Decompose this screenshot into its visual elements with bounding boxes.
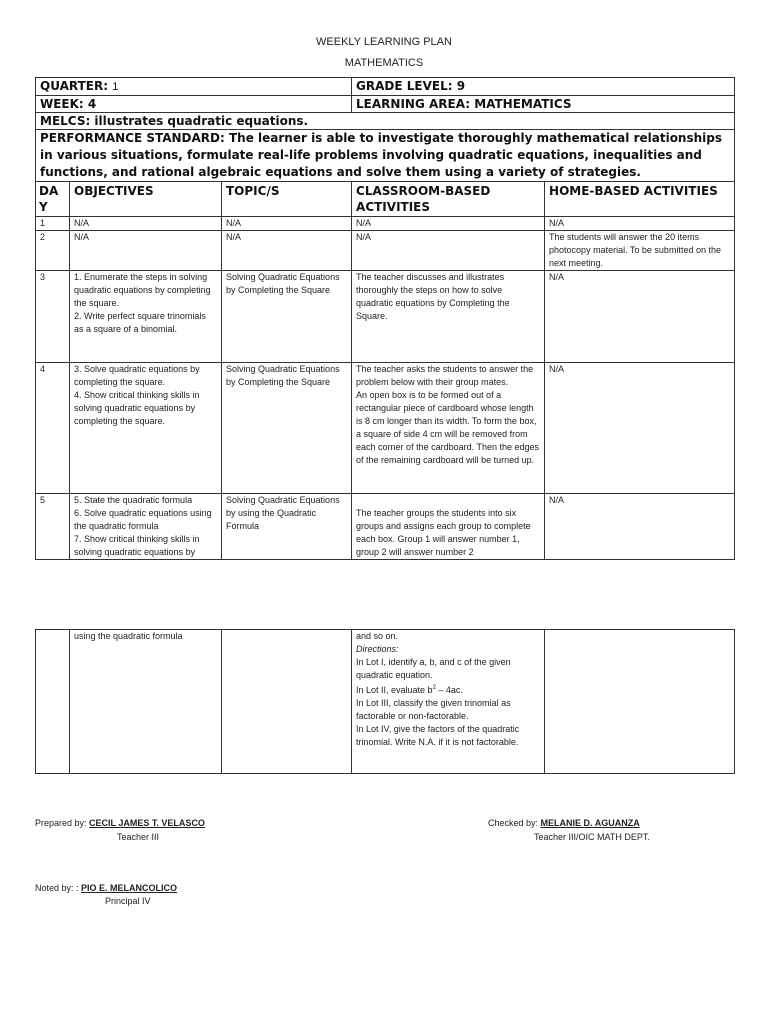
topics-cell bbox=[222, 217, 352, 231]
classroom-text: The teacher asks the students to answer the problem below with their group mates. bbox=[356, 364, 534, 387]
topics-cell bbox=[222, 363, 352, 494]
classroom-cell bbox=[352, 271, 545, 363]
objective-text: 6. Solve quadratic equations using the quadratic formula bbox=[74, 508, 212, 531]
day-number: 3 bbox=[36, 271, 70, 363]
document-subject: MATHEMATICS bbox=[344, 57, 424, 69]
lot-4-text: In Lot IV, give the factors of the quadratic trinomial. Write N.A. if it is not factorable. bbox=[356, 724, 520, 747]
checked-role: Teacher III/OIC MATH DEPT. bbox=[534, 832, 650, 842]
classroom-text: N/A bbox=[356, 218, 372, 228]
home-cell bbox=[545, 630, 735, 774]
table-row bbox=[36, 217, 735, 231]
prepared-role: Teacher III bbox=[117, 832, 160, 842]
home-cell bbox=[545, 494, 735, 560]
topics-cell bbox=[222, 231, 352, 271]
objective-text: 3. Solve quadratic equations by completing the square. bbox=[74, 364, 200, 387]
home-text: N/A bbox=[549, 218, 565, 228]
quarter-label: QUARTER: bbox=[40, 79, 108, 93]
directions-label: Directions: bbox=[356, 644, 399, 654]
noted-label: Noted by: : bbox=[35, 883, 79, 893]
objective-text: 7. Show critical thinking skills in solving quadratic equations by bbox=[74, 534, 200, 557]
lot-2-pre: In Lot II, evaluate b bbox=[356, 685, 433, 695]
quarter-value: 1 bbox=[112, 81, 119, 93]
home-cell bbox=[545, 217, 735, 231]
objective-text: using the quadratic formula bbox=[74, 631, 183, 641]
day-number: 4 bbox=[36, 363, 70, 494]
home-text: N/A bbox=[549, 495, 565, 505]
day-number: 1 bbox=[36, 217, 70, 231]
objectives-cell bbox=[70, 363, 222, 494]
prepared-by bbox=[35, 818, 205, 828]
document-title: WEEKLY LEARNING PLAN bbox=[316, 36, 452, 48]
grade-level: GRADE LEVEL: 9 bbox=[352, 78, 735, 96]
classroom-text: and so on. bbox=[356, 631, 399, 641]
topics-cell bbox=[222, 271, 352, 363]
day-number: 2 bbox=[36, 231, 70, 271]
col-header-objectives: OBJECTIVES bbox=[70, 182, 222, 217]
classroom-text: The teacher discusses and illustrates thoroughly the steps on how to solve quadratic equations by Completing the Square. bbox=[356, 272, 510, 321]
home-text: N/A bbox=[549, 364, 565, 374]
classroom-text: The teacher groups the students into six groups and assigns each group to complete each box. Group 1 will answer number 1, group 2 will answer number 2 bbox=[356, 508, 531, 557]
col-header-day: DA Y bbox=[36, 182, 70, 217]
home-cell bbox=[545, 363, 735, 494]
table-row bbox=[36, 363, 735, 494]
table-row bbox=[36, 231, 735, 271]
lot-1-text: In Lot I, identify a, b, and c of the given quadratic equation. bbox=[356, 657, 511, 680]
home-text: The students will answer the 20 items photocopy material. To be submitted on the next meeting. bbox=[549, 232, 721, 268]
col-header-home: HOME-BASED ACTIVITIES bbox=[545, 182, 735, 217]
quarter-cell bbox=[36, 78, 352, 96]
classroom-cell bbox=[352, 494, 545, 560]
objective-text: 5. State the quadratic formula bbox=[74, 495, 193, 505]
objective-text: N/A bbox=[74, 218, 90, 228]
day-number: 5 bbox=[36, 494, 70, 560]
topics-cell bbox=[222, 494, 352, 560]
col-header-classroom: CLASSROOM-BASED ACTIVITIES bbox=[352, 182, 545, 217]
checked-by bbox=[488, 818, 640, 828]
objective-text: 2. Write perfect square trinomials as a square of a binomial. bbox=[74, 311, 206, 334]
topic-text: N/A bbox=[226, 232, 242, 242]
lot-2-text bbox=[356, 682, 540, 697]
continuation-table bbox=[35, 629, 735, 774]
home-cell bbox=[545, 231, 735, 271]
lot-3-text: In Lot III, classify the given trinomial as factorable or non-factorable. bbox=[356, 698, 511, 721]
objective-text: N/A bbox=[74, 232, 90, 242]
noted-name: PIO E. MELANCOLICO bbox=[81, 883, 178, 893]
lot-2-post: – 4ac. bbox=[435, 685, 463, 695]
learning-plan-table bbox=[35, 77, 735, 560]
objectives-cell bbox=[70, 231, 222, 271]
checked-name: MELANIE D. AGUANZA bbox=[540, 818, 640, 828]
table-row bbox=[36, 494, 735, 560]
classroom-text: N/A bbox=[356, 232, 372, 242]
objectives-cell bbox=[70, 630, 222, 774]
objectives-cell bbox=[70, 217, 222, 231]
topics-cell bbox=[222, 630, 352, 774]
objective-text: 1. Enumerate the steps in solving quadratic equations by completing the square. bbox=[74, 272, 211, 308]
table-row bbox=[36, 271, 735, 363]
melcs: MELCS: illustrates quadratic equations. bbox=[36, 113, 735, 130]
objectives-cell bbox=[70, 271, 222, 363]
classroom-cell bbox=[352, 630, 545, 774]
performance-standard: PERFORMANCE STANDARD: The learner is able to investigate thoroughly mathematical relationships in various situations, formulate real-life problems involving quadratic equations, inequalities and functions, and rational algebraic equations and solve them using a variety of strategies. bbox=[36, 130, 735, 182]
week-cell: WEEK: 4 bbox=[36, 96, 352, 113]
table-row bbox=[36, 630, 735, 774]
topic-text: Solving Quadratic Equations by using the Quadratic Formula bbox=[226, 495, 340, 531]
noted-by bbox=[35, 883, 177, 893]
classroom-cell bbox=[352, 363, 545, 494]
topic-text: N/A bbox=[226, 218, 242, 228]
home-text: N/A bbox=[549, 272, 565, 282]
col-header-topics: TOPIC/S bbox=[222, 182, 352, 217]
classroom-cell bbox=[352, 231, 545, 271]
exponent: 2 bbox=[432, 685, 436, 691]
home-cell bbox=[545, 271, 735, 363]
classroom-text: An open box is to be formed out of a rectangular piece of cardboard whose length is 8 cm longer than its width. To form the box, a square of side 4 cm will be removed from each corner of the cardboard. Then the edges of the remaining cardboard will be turned up. bbox=[356, 390, 539, 465]
prepared-label: Prepared by: bbox=[35, 818, 87, 828]
topic-text: Solving Quadratic Equations by Completing the Square bbox=[226, 272, 340, 295]
classroom-text bbox=[356, 494, 540, 507]
objectives-cell bbox=[70, 494, 222, 560]
topic-text: Solving Quadratic Equations by Completing the Square bbox=[226, 364, 340, 387]
objective-text: 4. Show critical thinking skills in solving quadratic equations by completing the square. bbox=[74, 390, 200, 426]
prepared-name: CECIL JAMES T. VELASCO bbox=[89, 818, 205, 828]
day-number bbox=[36, 630, 70, 774]
learning-area: LEARNING AREA: MATHEMATICS bbox=[352, 96, 735, 113]
classroom-cell bbox=[352, 217, 545, 231]
checked-label: Checked by: bbox=[488, 818, 539, 828]
noted-role: Principal IV bbox=[105, 896, 151, 906]
